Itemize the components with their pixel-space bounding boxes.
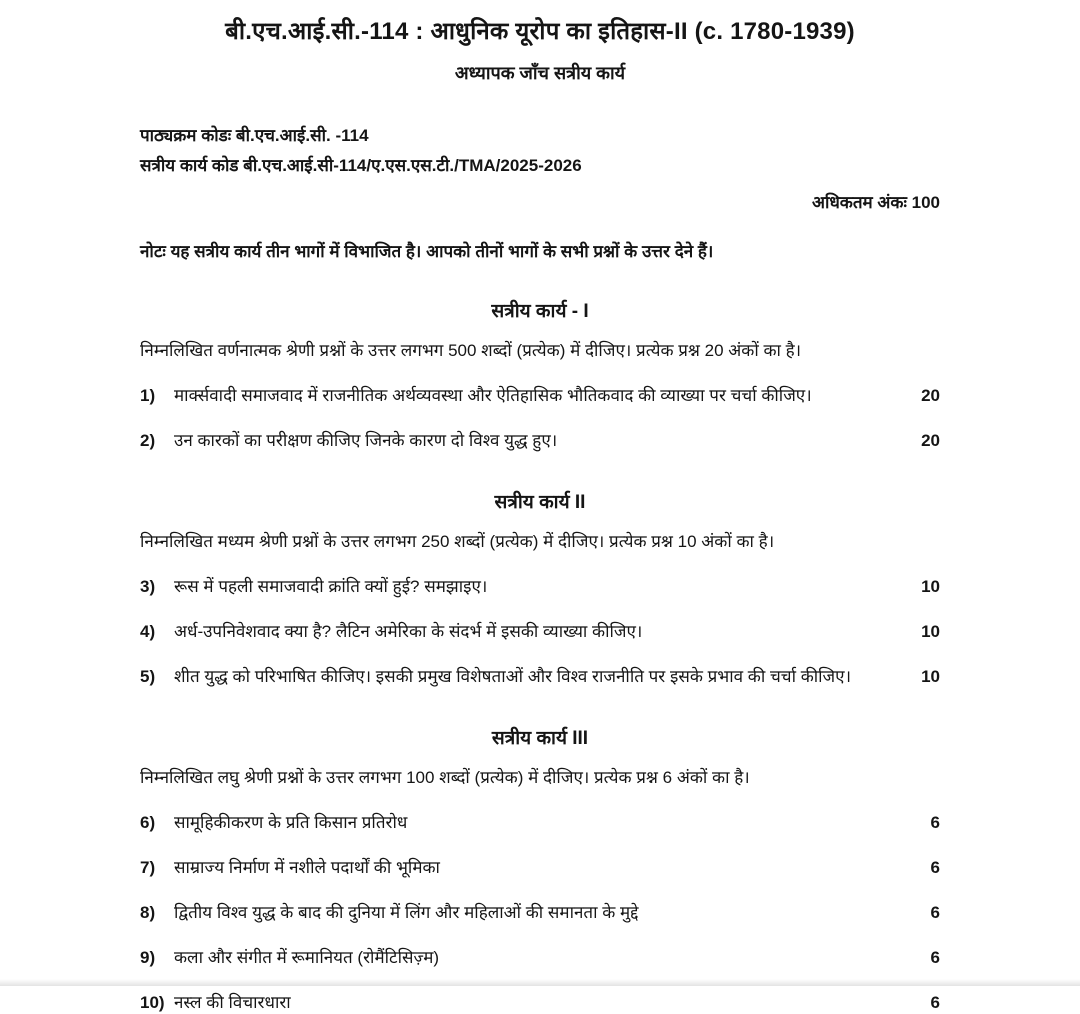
question-number: 10) [140, 993, 165, 1012]
question-row [140, 620, 940, 643]
question-row [140, 665, 940, 688]
question-marks: 10 [921, 667, 940, 686]
section-2 [140, 488, 940, 688]
question-number: 9) [140, 948, 156, 967]
question-text: अर्ध-उपनिवेशवाद क्या है? लैटिन अमेरिका के संदर्भ में इसकी व्याख्या कीजिए। [174, 622, 643, 641]
question-marks: 20 [921, 386, 940, 405]
question-row [140, 811, 940, 834]
question-row [140, 991, 940, 1014]
question-row [140, 901, 940, 924]
question-marks: 6 [930, 813, 940, 832]
question-text: रूस में पहली समाजवादी क्रांति क्यों हुई? समझाइए। [174, 577, 488, 596]
page-content [140, 0, 940, 1014]
section-3-heading: सत्रीय कार्य III [491, 728, 589, 749]
question-text: उन कारकों का परीक्षण कीजिए जिनके कारण दो विश्व युद्ध हुए। [174, 431, 558, 450]
section-2-heading: सत्रीय कार्य II [494, 492, 586, 513]
question-row [140, 575, 940, 598]
question-marks: 6 [930, 903, 940, 922]
section-1 [140, 297, 940, 452]
question-marks: 10 [921, 622, 940, 641]
question-number: 3) [140, 577, 156, 596]
note-line: नोटः यह सत्रीय कार्य तीन भागों में विभाजित है। आपको तीनों भागों के सभी प्रश्नों के उत्तर देने हैं। [140, 242, 714, 261]
question-marks: 10 [921, 577, 940, 596]
question-text: शीत युद्ध को परिभाषित कीजिए। इसकी प्रमुख विशेषताओं और विश्व राजनीति पर इसके प्रभाव की चर्चा कीजिए। [174, 667, 852, 686]
question-text: कला और संगीत में रूमानियत (रोमैंटिसिज़्म) [174, 948, 440, 967]
question-text: सामूहिकीकरण के प्रति किसान प्रतिरोध [174, 813, 408, 832]
page-subtitle: अध्यापक जाँच सत्रीय कार्य [454, 63, 626, 83]
question-number: 8) [140, 903, 156, 922]
assignment-code-line: सत्रीय कार्य कोड बी.एच.आई.सी-114/ए.एस.एस.टी./TMA/2025-2026 [140, 156, 582, 175]
question-number: 2) [140, 431, 156, 450]
question-text: मार्क्सवादी समाजवाद में राजनीतिक अर्थव्यवस्था और ऐतिहासिक भौतिकवाद की व्याख्या पर चर्चा कीजिए। [174, 386, 812, 405]
question-row [140, 856, 940, 879]
course-code-line: पाठ्यक्रम कोडः बी.एच.आई.सी. -114 [140, 126, 369, 145]
question-marks: 6 [930, 858, 940, 877]
section-3 [140, 724, 940, 1014]
section-2-instruction: निम्नलिखित मध्यम श्रेणी प्रश्नों के उत्तर लगभग 250 शब्दों (प्रत्येक) में दीजिए। प्रत्येक प्रश्न 10 अंकों का है। [140, 532, 775, 551]
question-row [140, 384, 940, 407]
question-number: 5) [140, 667, 156, 686]
question-text: नस्ल की विचारधारा [174, 993, 291, 1012]
question-row [140, 946, 940, 969]
section-3-instruction: निम्नलिखित लघु श्रेणी प्रश्नों के उत्तर लगभग 100 शब्दों (प्रत्येक) में दीजिए। प्रत्येक प्रश्न 6 अंकों का है। [140, 768, 750, 787]
section-1-heading: सत्रीय कार्य - I [491, 301, 589, 322]
question-text: द्वितीय विश्व युद्ध के बाद की दुनिया में लिंग और महिलाओं की समानता के मुद्दे [174, 903, 639, 922]
course-meta-block [140, 121, 940, 181]
section-1-instruction: निम्नलिखित वर्णनात्मक श्रेणी प्रश्नों के उत्तर लगभग 500 शब्दों (प्रत्येक) में दीजिए। प्रत्येक प्रश्न 20 अंकों का है। [140, 341, 802, 360]
question-number: 6) [140, 813, 156, 832]
question-number: 1) [140, 386, 156, 405]
question-marks: 20 [921, 431, 940, 450]
question-marks: 6 [930, 993, 940, 1012]
question-text: साम्राज्य निर्माण में नशीले पदार्थों की भूमिका [174, 858, 440, 877]
question-number: 7) [140, 858, 156, 877]
question-number: 4) [140, 622, 156, 641]
page-title: बी.एच.आई.सी.-114 : आधुनिक यूरोप का इतिहास-II (c. 1780-1939) [225, 18, 855, 45]
max-marks-line: अधिकतम अंकः 100 [811, 193, 940, 212]
question-marks: 6 [930, 948, 940, 967]
page-bottom-edge [0, 979, 1080, 986]
question-row [140, 429, 940, 452]
